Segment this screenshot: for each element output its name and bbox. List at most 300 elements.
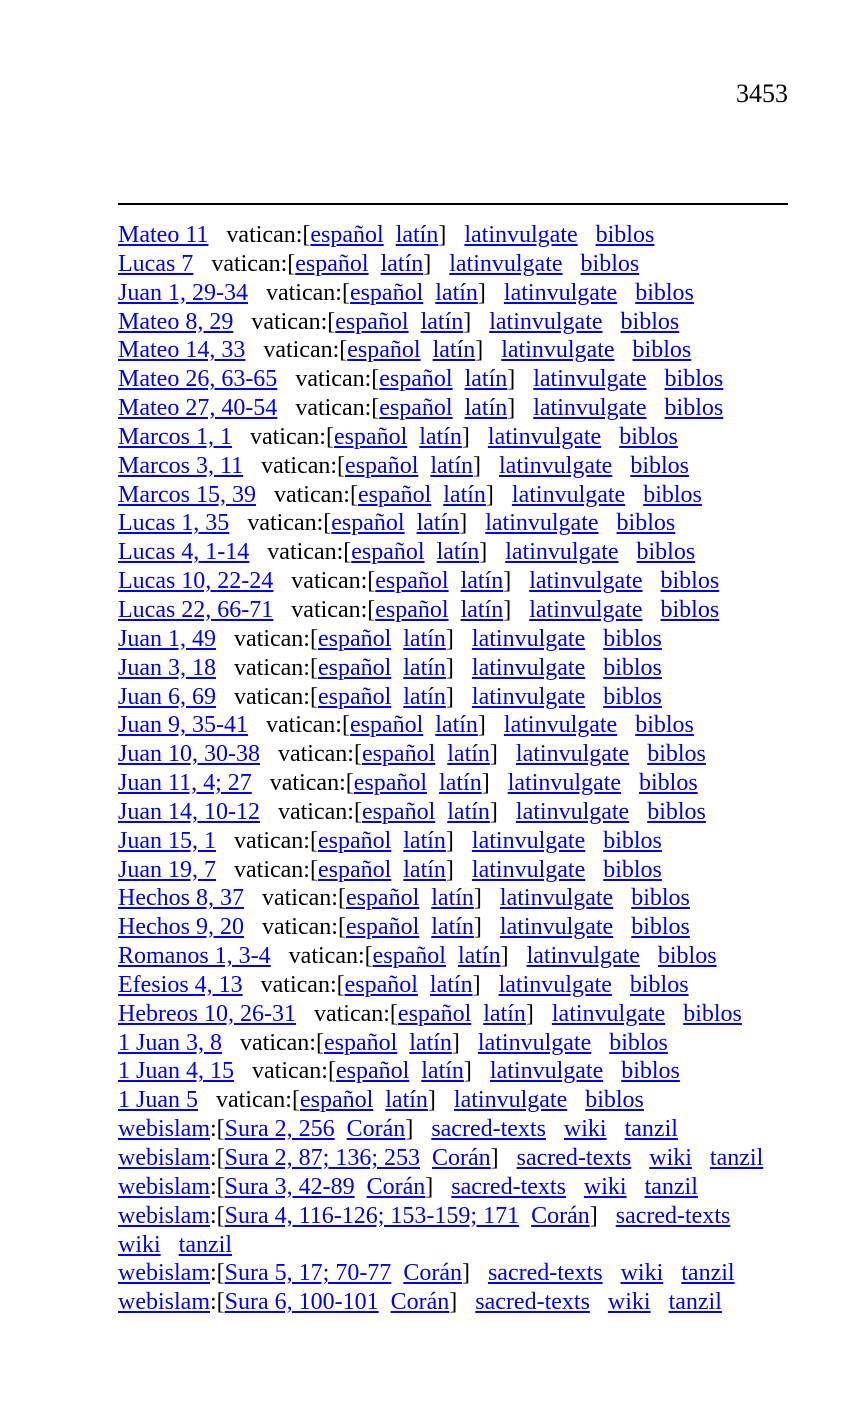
sacred-texts-link[interactable]: sacred-texts <box>487 1260 603 1287</box>
spanish-link[interactable]: español <box>379 366 453 393</box>
quran-reference-row <box>118 1259 790 1288</box>
wiki-link[interactable]: wiki <box>118 1231 161 1258</box>
webislam-link[interactable]: webislam <box>118 1116 210 1143</box>
bracket-close: ] <box>473 885 482 912</box>
biblos-link[interactable]: biblos <box>657 943 717 970</box>
bible-reference-link[interactable]: Romanos 1, 3-4 <box>118 943 271 970</box>
bracket-close: ] <box>473 914 482 941</box>
biblos-link[interactable]: biblos <box>635 279 694 306</box>
latin-link[interactable]: latín <box>483 1000 526 1027</box>
header-rule <box>118 203 788 205</box>
bible-reference-row <box>118 769 790 798</box>
vatican-label: vatican:[ <box>234 856 318 883</box>
bible-reference-row <box>118 279 790 308</box>
vatican-label: vatican:[ <box>261 885 346 912</box>
tanzil-link[interactable]: tanzil <box>668 1289 722 1316</box>
tanzil-link[interactable]: tanzil <box>178 1231 232 1258</box>
wiki-link[interactable]: wiki <box>563 1116 607 1143</box>
bible-reference-row <box>118 538 790 567</box>
latinvulgate-link[interactable]: latinvulgate <box>533 395 647 422</box>
bible-reference-link[interactable]: Juan 15, 1 <box>118 827 216 854</box>
latinvulgate-link[interactable]: latinvulgate <box>471 654 586 681</box>
latin-link[interactable]: latín <box>403 827 446 854</box>
latinvulgate-link[interactable]: latinvulgate <box>515 798 630 825</box>
bracket-close: ] <box>507 395 516 422</box>
latinvulgate-link[interactable]: latinvulgate <box>533 366 647 393</box>
bracket-close: ] <box>472 971 481 998</box>
vatican-label: vatican:[ <box>261 452 346 479</box>
coran-link[interactable]: Corán <box>366 1173 426 1200</box>
bible-reference-link[interactable]: Lucas 1, 35 <box>118 510 230 537</box>
vatican-label: vatican:[ <box>313 1000 398 1027</box>
latin-link[interactable]: latín <box>457 943 501 970</box>
latin-link[interactable]: latín <box>403 654 446 681</box>
bible-reference-row <box>118 1057 790 1086</box>
latinvulgate-link[interactable]: latinvulgate <box>471 683 586 710</box>
spanish-link[interactable]: español <box>361 741 436 768</box>
biblos-link[interactable]: biblos <box>620 308 680 335</box>
biblos-link[interactable]: biblos <box>630 452 689 479</box>
quran-reference-row <box>118 1288 790 1317</box>
bible-reference-link[interactable]: Mateo 26, 63-65 <box>118 366 278 393</box>
latinvulgate-link[interactable]: latinvulgate <box>503 712 618 739</box>
bible-reference-link[interactable]: Marcos 1, 1 <box>118 423 232 450</box>
vatican-label: vatican:[ <box>234 625 318 652</box>
biblos-link[interactable]: biblos <box>595 222 655 248</box>
bible-reference-row <box>118 711 790 740</box>
spanish-link[interactable]: español <box>323 1029 398 1056</box>
biblos-link[interactable]: biblos <box>631 885 690 912</box>
webislam-link[interactable]: webislam <box>118 1173 210 1200</box>
spanish-link[interactable]: español <box>317 654 392 681</box>
bible-reference-link[interactable]: Hechos 8, 37 <box>118 885 244 912</box>
biblos-link[interactable]: biblos <box>629 971 689 998</box>
bracket-close: ] <box>425 1173 434 1200</box>
bible-reference-link[interactable]: Mateo 27, 40-54 <box>118 395 278 422</box>
bible-reference-link[interactable]: Marcos 15, 39 <box>118 481 256 508</box>
bible-reference-link[interactable]: Juan 3, 18 <box>118 654 216 681</box>
tanzil-link[interactable]: tanzil <box>644 1173 698 1200</box>
latin-link[interactable]: latín <box>403 856 446 883</box>
spanish-link[interactable]: español <box>372 943 446 970</box>
bible-reference-row <box>118 394 790 423</box>
bible-reference-link[interactable]: 1 Juan 3, 8 <box>118 1029 222 1056</box>
bible-reference-link[interactable]: Hebreos 10, 26-31 <box>118 1000 296 1027</box>
bible-reference-row <box>118 683 790 712</box>
spanish-link[interactable]: español <box>317 856 392 883</box>
spanish-link[interactable]: español <box>331 510 405 537</box>
bible-reference-row <box>118 740 790 769</box>
bible-reference-row <box>118 308 790 337</box>
latin-link[interactable]: latín <box>419 423 462 450</box>
bracket-close: ] <box>503 596 512 623</box>
spanish-link[interactable]: español <box>317 827 392 854</box>
sacred-texts-link[interactable]: sacred-texts <box>475 1289 590 1316</box>
vatican-label: vatican:[ <box>247 510 332 537</box>
latinvulgate-link[interactable]: latinvulgate <box>499 885 614 912</box>
bible-reference-link[interactable]: Mateo 14, 33 <box>118 337 246 364</box>
latin-link[interactable]: latín <box>435 712 478 739</box>
bible-reference-link[interactable]: Juan 10, 30-38 <box>118 741 260 768</box>
bracket-close: ] <box>461 1260 470 1287</box>
bible-reference-row <box>118 856 790 885</box>
bracket-close: ] <box>438 222 447 248</box>
webislam-link[interactable]: webislam <box>118 1202 210 1229</box>
spanish-link[interactable]: español <box>317 625 392 652</box>
tanzil-link[interactable]: tanzil <box>624 1116 678 1143</box>
bracket-close: ] <box>473 452 482 479</box>
biblos-link[interactable]: biblos <box>603 625 662 652</box>
bible-reference-link[interactable]: Efesios 4, 13 <box>118 971 243 998</box>
biblos-link[interactable]: biblos <box>664 366 724 393</box>
bible-reference-link[interactable]: Juan 1, 49 <box>118 625 216 652</box>
bible-reference-link[interactable]: Lucas 10, 22-24 <box>118 568 274 595</box>
spanish-link[interactable]: español <box>345 452 419 479</box>
vatican-label: vatican:[ <box>226 222 311 248</box>
coran-link[interactable]: Corán <box>403 1260 462 1287</box>
coran-link[interactable]: Corán <box>390 1289 450 1316</box>
latinvulgate-link[interactable]: latinvulgate <box>499 914 614 941</box>
spanish-link[interactable]: español <box>379 395 453 422</box>
bible-reference-link[interactable]: Mateo 8, 29 <box>118 308 234 335</box>
latinvulgate-link[interactable]: latinvulgate <box>485 510 599 537</box>
latinvulgate-link[interactable]: latinvulgate <box>453 1087 568 1114</box>
webislam-link[interactable]: webislam <box>118 1289 210 1316</box>
spanish-link[interactable]: español <box>361 798 436 825</box>
vatican-label: vatican:[ <box>234 827 318 854</box>
latinvulgate-link[interactable]: latinvulgate <box>526 943 640 970</box>
latin-link[interactable]: latín <box>421 1058 464 1085</box>
coran-link[interactable]: Corán <box>531 1202 590 1229</box>
latinvulgate-link[interactable]: latinvulgate <box>477 1029 592 1056</box>
latinvulgate-link[interactable]: latinvulgate <box>507 770 621 797</box>
biblos-link[interactable]: biblos <box>632 337 692 364</box>
bracket-close: ] <box>500 943 509 970</box>
bracket-close: ] <box>445 654 454 681</box>
bracket-close: ] <box>463 1058 472 1085</box>
vatican-label: vatican:[ <box>265 279 350 306</box>
latinvulgate-link[interactable]: latinvulgate <box>551 1000 666 1027</box>
vatican-label: vatican:[ <box>261 914 346 941</box>
bracket-open: :[ <box>209 1260 225 1287</box>
bible-reference-row <box>118 1086 790 1115</box>
vatican-label: vatican:[ <box>249 423 334 450</box>
bracket-close: ] <box>589 1202 598 1229</box>
sura-reference-link[interactable]: Sura 6, 100-101 <box>224 1289 379 1316</box>
vatican-label: vatican:[ <box>251 308 336 335</box>
latinvulgate-link[interactable]: latinvulgate <box>515 741 630 768</box>
spanish-link[interactable]: español <box>397 1000 472 1027</box>
bible-reference-row <box>118 481 790 510</box>
vatican-label: vatican:[ <box>277 798 362 825</box>
bracket-close: ] <box>445 683 454 710</box>
bible-reference-link[interactable]: Mateo 11 <box>118 222 209 248</box>
latinvulgate-link[interactable]: latinvulgate <box>529 568 643 595</box>
bible-reference-row <box>118 971 790 1000</box>
latin-link[interactable]: latín <box>447 798 490 825</box>
sacred-texts-link[interactable]: sacred-texts <box>451 1173 566 1200</box>
latin-link[interactable]: latín <box>385 1087 428 1114</box>
bible-reference-link[interactable]: 1 Juan 5 <box>118 1087 198 1114</box>
sura-reference-link[interactable]: Sura 5, 17; 70-77 <box>224 1260 392 1287</box>
spanish-link[interactable]: español <box>357 481 432 508</box>
biblos-link[interactable]: biblos <box>603 683 662 710</box>
biblos-link[interactable]: biblos <box>647 741 706 768</box>
latin-link[interactable]: latín <box>464 395 508 422</box>
latinvulgate-link[interactable]: latinvulgate <box>471 856 586 883</box>
vatican-label: vatican:[ <box>211 250 296 277</box>
bible-reference-link[interactable]: Hechos 9, 20 <box>118 914 244 941</box>
webislam-link[interactable]: webislam <box>118 1260 210 1287</box>
bracket-close: ] <box>525 1000 534 1027</box>
latinvulgate-link[interactable]: latinvulgate <box>489 1058 604 1085</box>
bracket-close: ] <box>451 1029 460 1056</box>
bible-reference-row <box>118 913 790 942</box>
biblos-link[interactable]: biblos <box>636 539 696 566</box>
latin-link[interactable]: latín <box>416 510 460 537</box>
latinvulgate-link[interactable]: latinvulgate <box>511 481 626 508</box>
biblos-link[interactable]: biblos <box>664 395 724 422</box>
spanish-link[interactable]: español <box>310 222 384 248</box>
bible-reference-row <box>118 250 790 279</box>
bible-reference-row <box>118 884 790 913</box>
spanish-link[interactable]: español <box>317 683 392 710</box>
vatican-label: vatican:[ <box>295 366 380 393</box>
bracket-close: ] <box>490 1145 499 1171</box>
latin-link[interactable]: latín <box>420 308 464 335</box>
vatican-label: vatican:[ <box>267 539 352 566</box>
bible-reference-row <box>118 654 790 683</box>
spanish-link[interactable]: español <box>351 539 425 566</box>
spanish-link[interactable]: español <box>299 1087 374 1114</box>
biblos-link[interactable]: biblos <box>643 481 702 508</box>
bible-reference-link[interactable]: Juan 11, 4; 27 <box>118 770 252 797</box>
latinvulgate-link[interactable]: latinvulgate <box>449 250 563 277</box>
quran-reference-row <box>118 1115 790 1144</box>
bible-reference-row <box>118 1000 790 1029</box>
bible-reference-row <box>118 942 790 971</box>
bible-reference-row <box>118 1029 790 1058</box>
biblos-link[interactable]: biblos <box>660 596 720 623</box>
bible-reference-link[interactable]: Juan 14, 10-12 <box>118 798 260 825</box>
latin-link[interactable]: latín <box>464 366 508 393</box>
spanish-link[interactable]: español <box>335 308 409 335</box>
spanish-link[interactable]: español <box>345 914 420 941</box>
bible-reference-link[interactable]: Marcos 3, 11 <box>118 452 244 479</box>
bracket-open: :[ <box>209 1145 225 1171</box>
bracket-close: ] <box>459 510 468 537</box>
tanzil-link[interactable]: tanzil <box>681 1260 735 1287</box>
latin-link[interactable]: latín <box>403 683 446 710</box>
latin-link[interactable]: latín <box>429 971 473 998</box>
bracket-close: ] <box>445 625 454 652</box>
bible-reference-row <box>118 596 790 625</box>
bracket-close: ] <box>489 741 498 768</box>
spanish-link[interactable]: español <box>349 712 424 739</box>
biblos-link[interactable]: biblos <box>603 827 662 854</box>
bracket-close: ] <box>507 366 516 393</box>
latinvulgate-link[interactable]: latinvulgate <box>529 596 643 623</box>
latin-link[interactable]: latín <box>432 337 476 364</box>
biblos-link[interactable]: biblos <box>603 856 662 883</box>
bible-reference-link[interactable]: Juan 6, 69 <box>118 683 216 710</box>
bracket-open: :[ <box>209 1116 225 1143</box>
spanish-link[interactable]: español <box>295 250 369 277</box>
sacred-texts-link[interactable]: sacred-texts <box>615 1202 731 1229</box>
sacred-texts-link[interactable]: sacred-texts <box>516 1145 632 1171</box>
bible-reference-link[interactable]: Lucas 22, 66-71 <box>118 596 274 623</box>
bible-reference-link[interactable]: 1 Juan 4, 15 <box>118 1058 234 1085</box>
tanzil-link[interactable]: tanzil <box>709 1145 764 1171</box>
bracket-close: ] <box>503 568 512 595</box>
spanish-link[interactable]: español <box>333 423 408 450</box>
wiki-link[interactable]: wiki <box>620 1260 664 1287</box>
biblos-link[interactable]: biblos <box>609 1029 668 1056</box>
bible-reference-row <box>118 221 790 250</box>
bracket-open: :[ <box>209 1202 225 1229</box>
latinvulgate-link[interactable]: latinvulgate <box>471 625 586 652</box>
latinvulgate-link[interactable]: latinvulgate <box>489 308 603 335</box>
sura-reference-link[interactable]: Sura 2, 87; 136; 253 <box>224 1145 420 1171</box>
biblos-link[interactable]: biblos <box>603 654 662 681</box>
spanish-link[interactable]: español <box>344 971 418 998</box>
vatican-label: vatican:[ <box>260 971 345 998</box>
wiki-link[interactable]: wiki <box>649 1145 692 1171</box>
bracket-close: ] <box>475 337 484 364</box>
latin-link[interactable]: latín <box>443 481 486 508</box>
bracket-close: ] <box>445 827 454 854</box>
vatican-label: vatican:[ <box>291 568 376 595</box>
latinvulgate-link[interactable]: latinvulgate <box>499 452 613 479</box>
spanish-link[interactable]: español <box>345 885 420 912</box>
bracket-close: ] <box>477 712 486 739</box>
latinvulgate-link[interactable]: latinvulgate <box>498 971 612 998</box>
bible-reference-link[interactable]: Lucas 7 <box>118 250 194 277</box>
latin-link[interactable]: latín <box>439 770 482 797</box>
latin-link[interactable]: latín <box>435 279 478 306</box>
bible-reference-row <box>118 625 790 654</box>
sura-reference-link[interactable]: Sura 4, 116-126; 153-159; 171 <box>224 1202 520 1229</box>
spanish-link[interactable]: español <box>375 568 449 595</box>
bible-reference-link[interactable]: Juan 9, 35-41 <box>118 712 248 739</box>
quran-reference-row <box>118 1144 790 1173</box>
vatican-label: vatican:[ <box>269 770 354 797</box>
bracket-close: ] <box>445 856 454 883</box>
latin-link[interactable]: latín <box>431 914 474 941</box>
biblos-link[interactable]: biblos <box>660 568 720 595</box>
biblos-link[interactable]: biblos <box>621 1058 680 1085</box>
latin-link[interactable]: latín <box>380 250 424 277</box>
webislam-link[interactable]: webislam <box>118 1145 210 1171</box>
latin-link[interactable]: latín <box>403 625 446 652</box>
vatican-label: vatican:[ <box>234 654 318 681</box>
bracket-open: :[ <box>209 1173 225 1200</box>
bracket-close: ] <box>485 481 494 508</box>
bracket-close: ] <box>449 1289 458 1316</box>
spanish-link[interactable]: español <box>349 279 424 306</box>
latinvulgate-link[interactable]: latinvulgate <box>503 279 618 306</box>
bible-reference-row <box>118 567 790 596</box>
bible-reference-link[interactable]: Juan 19, 7 <box>118 856 216 883</box>
biblos-link[interactable]: biblos <box>647 798 706 825</box>
latinvulgate-link[interactable]: latinvulgate <box>464 222 578 248</box>
latin-link[interactable]: latín <box>447 741 490 768</box>
bible-reference-row <box>118 365 790 394</box>
quran-reference-row <box>118 1202 790 1260</box>
latinvulgate-link[interactable]: latinvulgate <box>505 539 619 566</box>
biblos-link[interactable]: biblos <box>619 423 678 450</box>
bible-reference-link[interactable]: Juan 1, 29-34 <box>118 279 248 306</box>
bible-reference-row <box>118 798 790 827</box>
latin-link[interactable]: latín <box>460 596 504 623</box>
biblos-link[interactable]: biblos <box>616 510 676 537</box>
bible-reference-row <box>118 336 790 365</box>
sacred-texts-link[interactable]: sacred-texts <box>431 1116 546 1143</box>
vatican-label: vatican:[ <box>295 395 380 422</box>
latin-link[interactable]: latín <box>409 1029 452 1056</box>
bible-reference-row <box>118 827 790 856</box>
vatican-label: vatican:[ <box>277 741 362 768</box>
spanish-link[interactable]: español <box>347 337 421 364</box>
biblos-link[interactable]: biblos <box>683 1000 742 1027</box>
bracket-close: ] <box>477 279 486 306</box>
latinvulgate-link[interactable]: latinvulgate <box>501 337 615 364</box>
sura-reference-link[interactable]: Sura 2, 256 <box>224 1116 335 1143</box>
coran-link[interactable]: Corán <box>431 1145 491 1171</box>
biblos-link[interactable]: biblos <box>635 712 694 739</box>
latinvulgate-link[interactable]: latinvulgate <box>471 827 586 854</box>
spanish-link[interactable]: español <box>375 596 449 623</box>
vatican-label: vatican:[ <box>234 683 318 710</box>
bracket-open: :[ <box>209 1289 225 1316</box>
wiki-link[interactable]: wiki <box>607 1289 651 1316</box>
bracket-close: ] <box>463 308 472 335</box>
vatican-label: vatican:[ <box>252 1058 336 1085</box>
latinvulgate-link[interactable]: latinvulgate <box>487 423 602 450</box>
latin-link[interactable]: latín <box>431 885 474 912</box>
vatican-label: vatican:[ <box>216 1087 300 1114</box>
latin-link[interactable]: latín <box>430 452 474 479</box>
bible-reference-row <box>118 509 790 538</box>
latin-link[interactable]: latín <box>436 539 480 566</box>
vatican-label: vatican:[ <box>240 1029 324 1056</box>
spanish-link[interactable]: español <box>335 1058 410 1085</box>
bracket-close: ] <box>479 539 488 566</box>
sura-reference-link[interactable]: Sura 3, 42-89 <box>224 1173 355 1200</box>
biblos-link[interactable]: biblos <box>639 770 698 797</box>
vatican-label: vatican:[ <box>288 943 373 970</box>
page-number: 3453 <box>736 79 788 108</box>
vatican-label: vatican:[ <box>265 712 350 739</box>
latin-link[interactable]: latín <box>460 568 504 595</box>
bracket-close: ] <box>423 250 432 277</box>
quran-reference-row <box>118 1173 790 1202</box>
vatican-label: vatican:[ <box>273 481 358 508</box>
coran-link[interactable]: Corán <box>346 1116 406 1143</box>
bracket-close: ] <box>405 1116 414 1143</box>
wiki-link[interactable]: wiki <box>583 1173 627 1200</box>
biblos-link[interactable]: biblos <box>580 250 640 277</box>
latin-link[interactable]: latín <box>395 222 439 248</box>
biblos-link[interactable]: biblos <box>585 1087 644 1114</box>
vatican-label: vatican:[ <box>263 337 348 364</box>
spanish-link[interactable]: español <box>353 770 428 797</box>
bible-reference-link[interactable]: Lucas 4, 1-14 <box>118 539 250 566</box>
bracket-close: ] <box>427 1087 436 1114</box>
bible-reference-row <box>118 423 790 452</box>
biblos-link[interactable]: biblos <box>631 914 690 941</box>
vatican-label: vatican:[ <box>291 596 376 623</box>
